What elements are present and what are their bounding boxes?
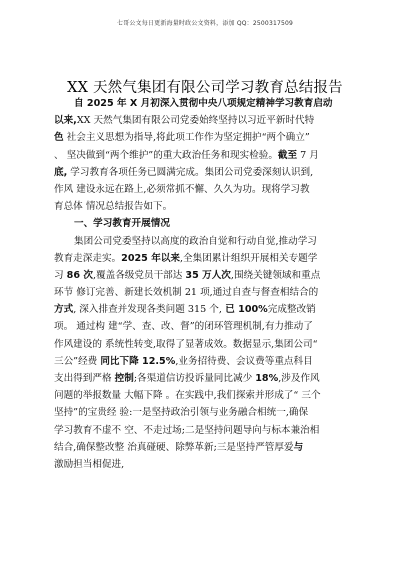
paragraph-2-line-1: 集团公司党委坚持以高度的政治自觉和行动自觉,推动学习 bbox=[74, 235, 317, 247]
paragraph-2-line-7: 作风建设的 系统性转变,取得了显著成效。数据显示,集团公司“ bbox=[54, 338, 318, 350]
paragraph-2-line-13: 结合,确保整改整 治真碰硬、除弊革新;三是坚持严管厚爱与 bbox=[54, 441, 304, 453]
paragraph-1-line-6: 作风 建设永远在路上,必须常抓不懈、久久为功。现将学习教 bbox=[54, 183, 310, 195]
paragraph-1-line-1: 自 2025 年 X 月初深入贯彻中央八项规定精神学习教育启动 bbox=[74, 98, 333, 109]
paragraph-1-line-3: 色 社会主义思想为指导,将此项工作作为坚定拥护“两个确立” bbox=[54, 132, 310, 144]
paragraph-2-line-5: 方式, 深入排查并发现各类问题 315 个, 已 100%完成整改销 bbox=[54, 304, 316, 316]
document-title: XX 天然气集团有限公司学习教育总结报告 bbox=[67, 80, 343, 96]
header-note: 七哥公文每日更新海量时政公文资料，添加 QQ：2500317509 bbox=[116, 20, 294, 27]
paragraph-1-line-2: 以来,XX 天然气集团有限公司党委始终坚持以习近平新时代特 bbox=[54, 115, 315, 127]
paragraph-2-line-4: 环节 修订完善、新建长效机制 21 项,通过自查与督查相结合的 bbox=[54, 287, 319, 299]
paragraph-2-line-14: 激励担当相促进, bbox=[54, 458, 125, 470]
paragraph-2-line-11: 坚持”的宝贵经 验:一是坚持政治引领与业务融合相统一,确保 bbox=[54, 407, 309, 419]
paragraph-2-line-10: 问题的举报数量 大幅下降 。在实践中,我们探索并形成了“ 三个 bbox=[54, 390, 321, 402]
paragraph-2-line-3: 习 86 次,覆盖各级党员干部达 35 万人次,围绕关键领域和重点 bbox=[54, 269, 321, 281]
document-body bbox=[54, 95, 354, 473]
paragraph-1-line-7: 育总体 情况总结报告如下。 bbox=[54, 201, 173, 213]
paragraph-2-line-12: 学习教育不虚不 空、不走过场;二是坚持问题导向与标本兼治相 bbox=[54, 424, 320, 436]
paragraph-1-line-4: 、 坚决做到“两个维护”的重大政治任务和现实检验。截至 7 月 bbox=[54, 149, 319, 161]
paragraph-2-line-2: 教育走深走实。2025 年以来,全集团累计组织开展相关专题学 bbox=[54, 252, 318, 264]
paragraph-1-line-5: 底, 学习教育各项任务已圆满完成。集团公司党委深刻认识到, bbox=[54, 166, 314, 178]
section-heading-1: 一、学习教育开展情况 bbox=[74, 218, 170, 230]
paragraph-2-line-8: 三公”经费 同比下降 12.5%,业务招待费、会议费等重点科目 bbox=[54, 355, 313, 367]
paragraph-2-line-6: 项。 通过构 建“学、查、改、督”的闭环管理机制,有力推动了 bbox=[54, 321, 313, 333]
paragraph-2-line-9: 支出得到严格 控制;各渠道信访投诉量同比减少 18%,涉及作风 bbox=[54, 373, 320, 384]
